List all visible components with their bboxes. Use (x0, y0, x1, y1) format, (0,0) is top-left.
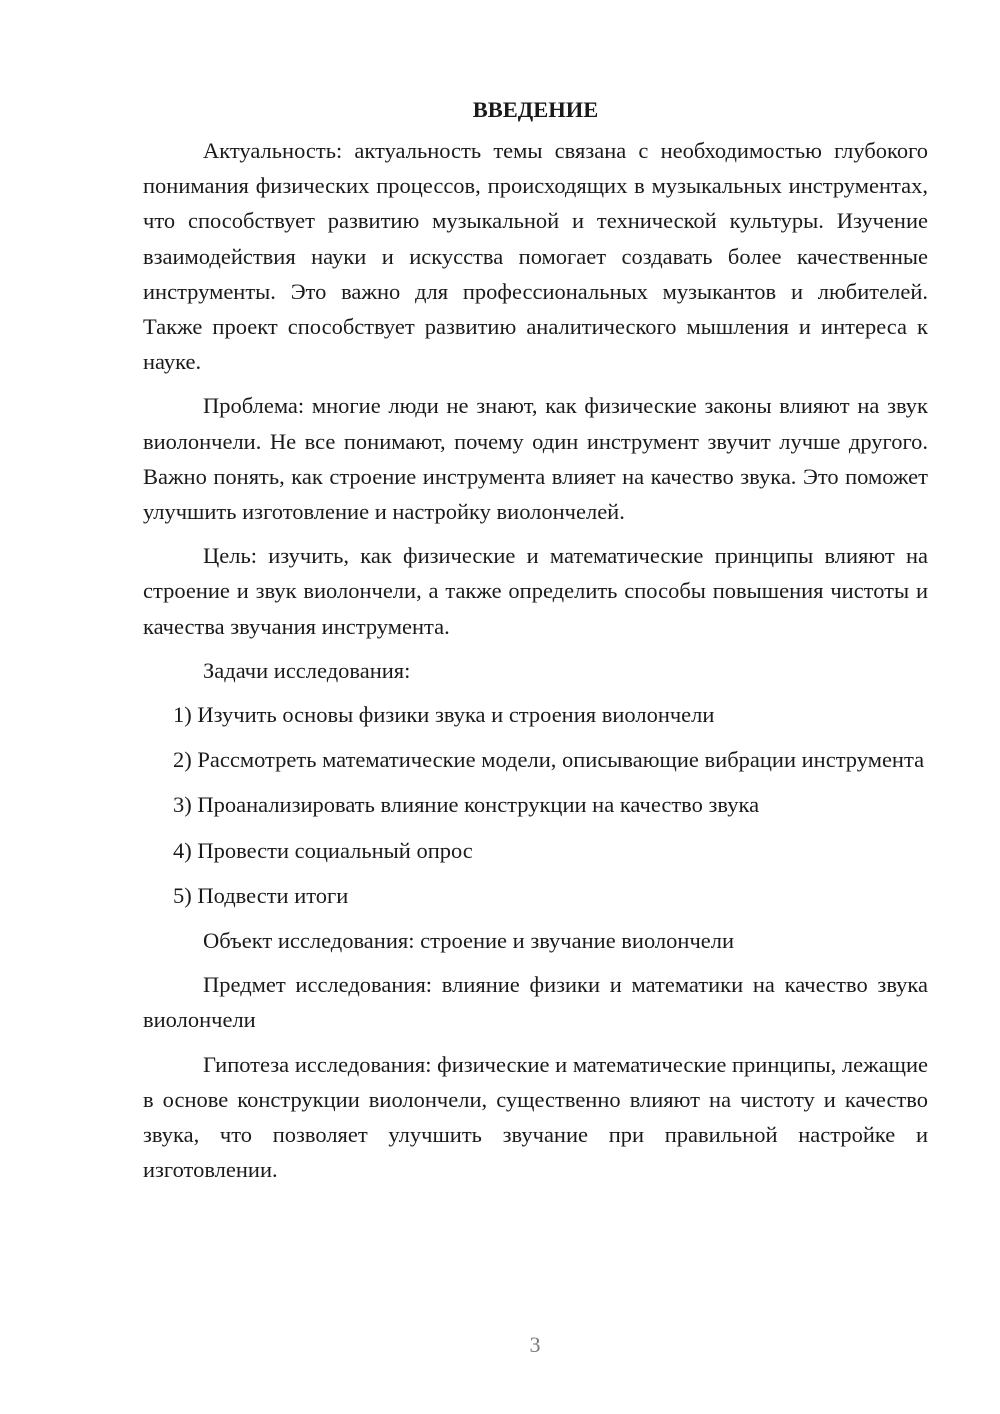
task-item: 1) Изучить основы физики звука и строения виолончели (173, 702, 715, 728)
paragraph-problem: Проблема: многие люди не знают, как физические законы влияют на звук виолончели. Не все понимают, почему один инструмент звучит лучше другого. Важно понять, как строение инструмента влияет на качество звука. Это поможет улучшить изготовление и настройку виолончелей. (143, 393, 928, 525)
paragraph-hypothesis: Гипотеза исследования: физические и математические принципы, лежащие в основе конструкции виолончели, существенно влияют на чистоту и качество звука, что позволяет улучшить звучание при правильной настройке и изготовлении. (143, 1051, 928, 1183)
section-title: ВВЕДЕНИЕ (472, 97, 599, 122)
page-number: 3 (529, 1332, 541, 1357)
tasks-heading: Задачи исследования: (203, 657, 411, 683)
paragraph-relevance: Актуальность: актуальность темы связана с необходимостью глубокого понимания физических процессов, происходящих в музыкальных инструментах, что способствует развитию музыкальной и технической культуры. Изучение взаимодействия науки и искусства помогает создавать более качественные инструменты. Это важно для профессиональных музыкантов и любителей. Также проект способствует развитию аналитического мышления и интереса к науке. (143, 138, 928, 375)
document-page (143, 90, 928, 1196)
task-item: 4) Провести социальный опрос (173, 837, 473, 863)
paragraph-goal: Цель: изучить, как физические и математические принципы влияют на строение и звук виолончели, а также определить способы повышения чистоты и качества звучания инструмента. (143, 543, 928, 639)
paragraph-object: Объект исследования: строение и звучание виолончели (203, 928, 735, 954)
paragraph-subject: Предмет исследования: влияние физики и математики на качество звука виолончели (143, 972, 928, 1033)
task-item: 3) Проанализировать влияние конструкции на качество звука (173, 792, 760, 818)
task-item: 5) Подвести итоги (173, 882, 349, 908)
task-item: 2) Рассмотреть математические модели, описывающие вибрации инструмента (173, 747, 925, 773)
